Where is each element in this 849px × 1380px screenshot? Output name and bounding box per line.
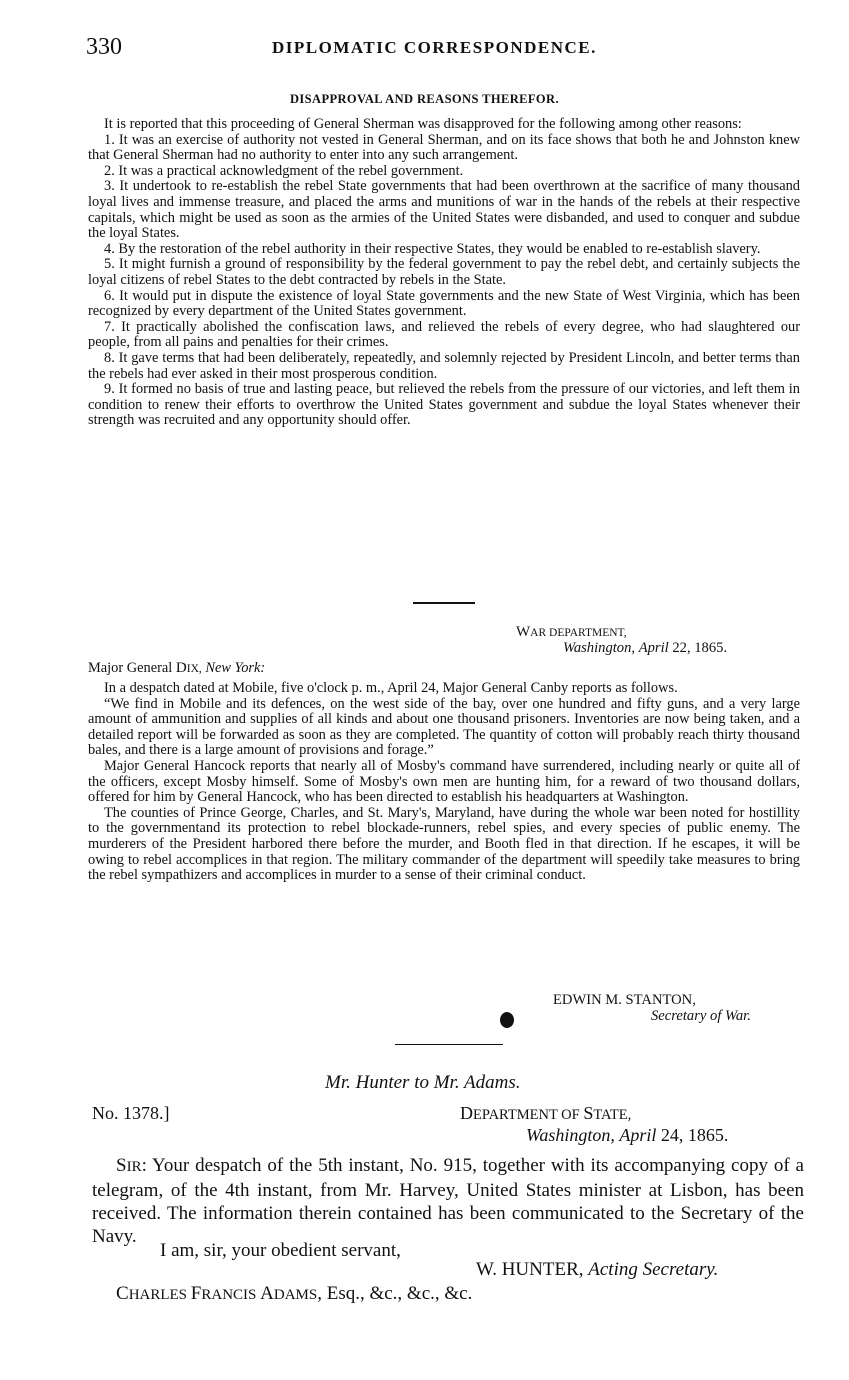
reason-item: 3. It undertook to re-establish the rebel State governments that had been overthrown at the sacrifice of many thousand loyal lives and immense treasure, and placed the arms and munitions of war in the hands of the rebels at their respective capitals, which might be used as soon as the armies of the United States were disbanded, and used to conquer and subdue the loyal States.	[88, 178, 800, 242]
page-number: 330	[86, 34, 122, 60]
closing-line: I am, sir, your obedient servant,	[160, 1240, 401, 1261]
running-title: DIPLOMATIC CORRESPONDENCE.	[272, 38, 597, 57]
signature-stanton: EDWIN M. STANTON,	[553, 992, 696, 1008]
letter-paragraph: In a despatch dated at Mobile, five o'clock p. m., April 24, Major General Canby reports as follows.	[104, 680, 678, 696]
section-heading: DISAPPROVAL AND REASONS THEREFOR.	[289, 92, 560, 106]
separator-rule	[395, 1044, 503, 1045]
letter-place-date: Washington, April 22, 1865.	[563, 640, 728, 656]
letter-paragraph: Major General Hancock reports that nearly all of Mosby's command have surrendered, including nearly or quite all of the officers, except Mosby himself. Some of Mosby's own men are hunting him, for a reward of two thousand dollars, offered for him by General Hancock, who has been directed to establish his headquarters at Washington.	[88, 757, 800, 806]
reason-item: 5. It might furnish a ground of responsibility by the federal government to pay the rebel debt, and certainly subjects the loyal citizens of rebel States to the debt contracted by rebels in the State.	[88, 256, 800, 288]
intro-paragraph: It is reported that this proceeding of General Sherman was disapproved for the following among other reasons:	[104, 116, 742, 132]
letter-body	[92, 1154, 804, 1248]
reasons-section	[88, 117, 800, 429]
letter-paragraph: SIR: Your despatch of the 5th instant, No. 915, together with its accompanying copy of a telegram, of the 4th instant, from Mr. Harvey, United States minister at Lisbon, has been received. The information therein contained has been communicated to the Secretary of the Navy.	[92, 1155, 804, 1247]
letter-paragraph: “We find in Mobile and its defences, on the west side of the bay, over one hundred and fifty guns, and a very large amount of ammunition and supplies of all kinds and about one thousand prisoners. Inventories are now being taken, and a detailed report will be forwarded as soon as they are completed. The quantity of cotton will probably reach thirty thousand bales, and there is a large amount of provisions and forage.”	[88, 695, 800, 759]
reason-item: 7. It practically abolished the confiscation laws, and relieved the rebels of every degree, who had slaughtered our people, from all pains and penalties for their crimes.	[88, 318, 800, 351]
recipient-line: CHARLES FRANCIS ADAMS, Esq., &c., &c., &c.	[116, 1283, 473, 1304]
reason-item: 8. It gave terms that had been deliberately, repeatedly, and solemnly rejected by President Lincoln, and better terms than the rebels had ever asked in their most prosperous condition.	[88, 349, 800, 382]
department-of-state: DEPARTMENT OF STATE,	[460, 1103, 632, 1123]
letter-body	[88, 681, 800, 884]
signature-title-stanton: Secretary of War.	[651, 1008, 751, 1024]
letter-paragraph: The counties of Prince George, Charles, and St. Mary's, Maryland, have during the whole war been noted for hostillity to the governmentand its protection to rebel blockade-runners, rebel spies, and every species of public enemy. The murderers of the President harbored there before the murder, and Booth fled in that direction. If he escapes, it will be owing to rebel accomplices in that region. The military commander of the department will speedily take measures to bring the rebel sympathizers and accomplices in murder to a sense of their criminal conduct.	[88, 804, 800, 884]
ink-blot	[500, 1012, 514, 1028]
letter-title: Mr. Hunter to Mr. Adams.	[325, 1072, 521, 1093]
page-header	[86, 34, 806, 64]
separator-rule	[413, 602, 475, 604]
signature-hunter: W. HUNTER, Acting Secretary.	[476, 1259, 719, 1280]
despatch-number: No. 1378.]	[92, 1103, 170, 1123]
reason-item: 6. It would put in dispute the existence of loyal State governments and the new State of West Virginia, which has been recognized by every department of the United States government.	[88, 287, 800, 320]
reason-item: 4. By the restoration of the rebel authority in their respective States, they would be enabled to re-establish slavery.	[104, 240, 761, 257]
reason-item: 2. It was a practical acknowledgment of the rebel government.	[104, 162, 464, 179]
reason-item: 1. It was an exercise of authority not vested in General Sherman, and on its face shows that both he and Johnston knew that General Sherman had no authority to enter into any such arrangement.	[88, 131, 800, 164]
letter-addressee: Major General DIX, New York:	[88, 660, 266, 676]
reason-item: 9. It formed no basis of true and lasting peace, but relieved the rebels from the pressure of our victories, and left them in condition to renew their efforts to overthrow the United States government and subdue the loyal States whenever their strength was recruited and any opportunity should offer.	[88, 381, 800, 429]
letter-sender: WAR DEPARTMENT,	[516, 624, 627, 640]
letter-place-date: Washington, April 24, 1865.	[526, 1125, 729, 1145]
